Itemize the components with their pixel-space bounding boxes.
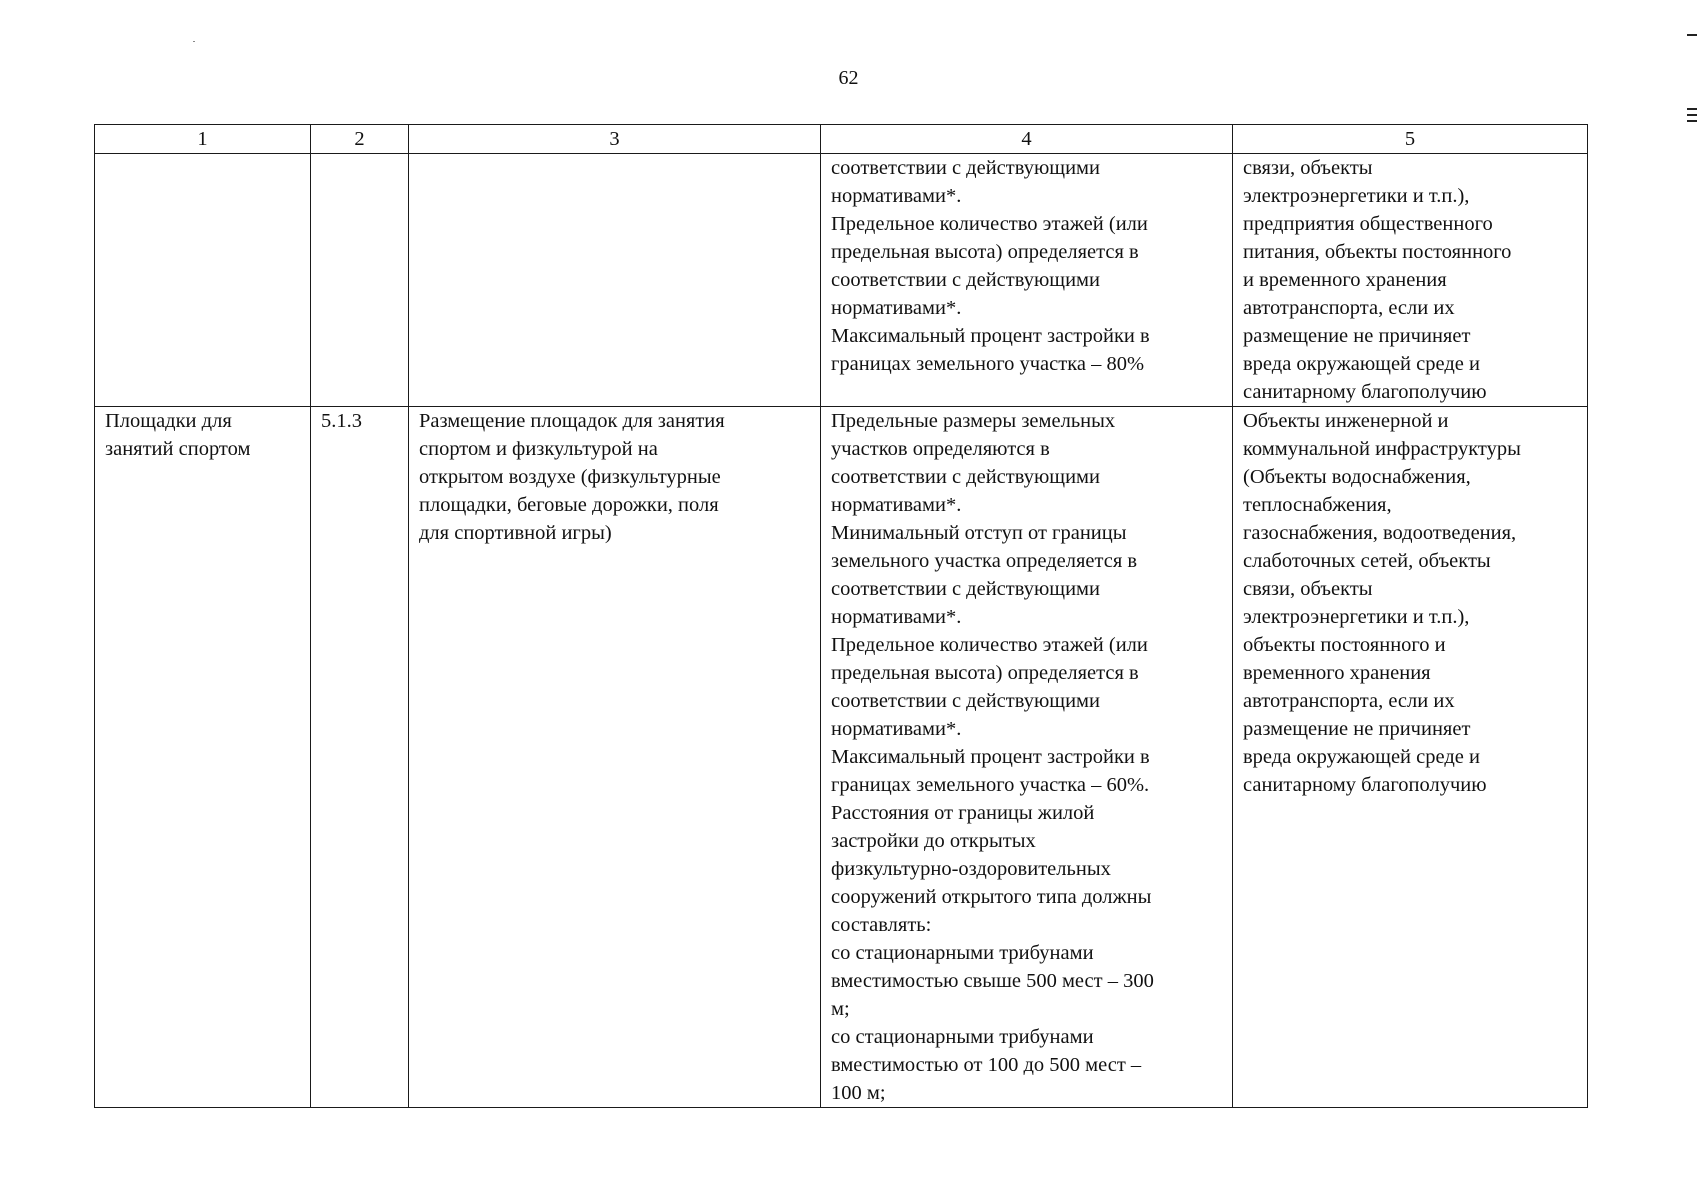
- column-header-3: 3: [409, 125, 821, 154]
- column-header-5: 5: [1233, 125, 1588, 154]
- table-row: [95, 154, 1588, 407]
- auxiliary-uses-cell: Объекты инженерной и коммунальной инфраструктуры (Объекты водоснабжения, теплоснабжения, газоснабжения, водоотведения, слаботочных сетей, объекты связи, объекты электроэнергетики и т.п.), объекты постоянного и временного хранения автотранспорта, если их размещение не причиняет вреда окружающей среде и санитарному благополучию: [1233, 407, 1588, 1108]
- auxiliary-uses-cell: связи, объекты электроэнергетики и т.п.), предприятия общественного питания, объекты постоянного и временного хранения автотранспорта, если их размещение не причиняет вреда окружающей среде и санитарному благополучию: [1233, 154, 1588, 407]
- table-row: [95, 407, 1588, 1108]
- land-use-code-cell: 5.1.3: [311, 407, 409, 1108]
- scan-edge-mark: [1687, 108, 1697, 110]
- land-use-code-cell: [311, 154, 409, 407]
- parameters-cell: Предельные размеры земельных участков определяются в соответствии с действующими нормативами*. Минимальный отступ от границы земельного участка определяется в соответствии с действующими нормативами*. Предельное количество этажей (или предельная высота) определяется в соответствии с действующими нормативами*. Максимальный процент застройки в границах земельного участка – 60%. Расстояния от границы жилой застройки до открытых физкультурно-оздоровительных сооружений открытого типа должны составлять: со стационарными трибунами вместимостью свыше 500 мест – 300 м; со стационарными трибунами вместимостью от 100 до 500 мест – 100 м;: [821, 407, 1233, 1108]
- scan-edge-mark: [1687, 120, 1697, 122]
- land-use-type-cell: [95, 154, 311, 407]
- zoning-regulations-table: [94, 124, 1588, 1108]
- page-number: 62: [838, 67, 859, 89]
- scan-edge-mark: [1687, 114, 1697, 116]
- table-header-row: [95, 125, 1588, 154]
- description-cell: [409, 154, 821, 407]
- column-header-2: 2: [311, 125, 409, 154]
- column-header-4: 4: [821, 125, 1233, 154]
- scan-speck: [193, 41, 195, 42]
- description-cell: Размещение площадок для занятия спортом и физкультурой на открытом воздухе (физкультурные площадки, беговые дорожки, поля для спортивной игры): [409, 407, 821, 1108]
- land-use-type-cell: Площадки для занятий спортом: [95, 407, 311, 1108]
- parameters-cell: соответствии с действующими нормативами*. Предельное количество этажей (или предельная высота) определяется в соответствии с действующими нормативами*. Максимальный процент застройки в границах земельного участка – 80%: [821, 154, 1233, 407]
- column-header-1: 1: [95, 125, 311, 154]
- scan-edge-mark: [1687, 34, 1697, 36]
